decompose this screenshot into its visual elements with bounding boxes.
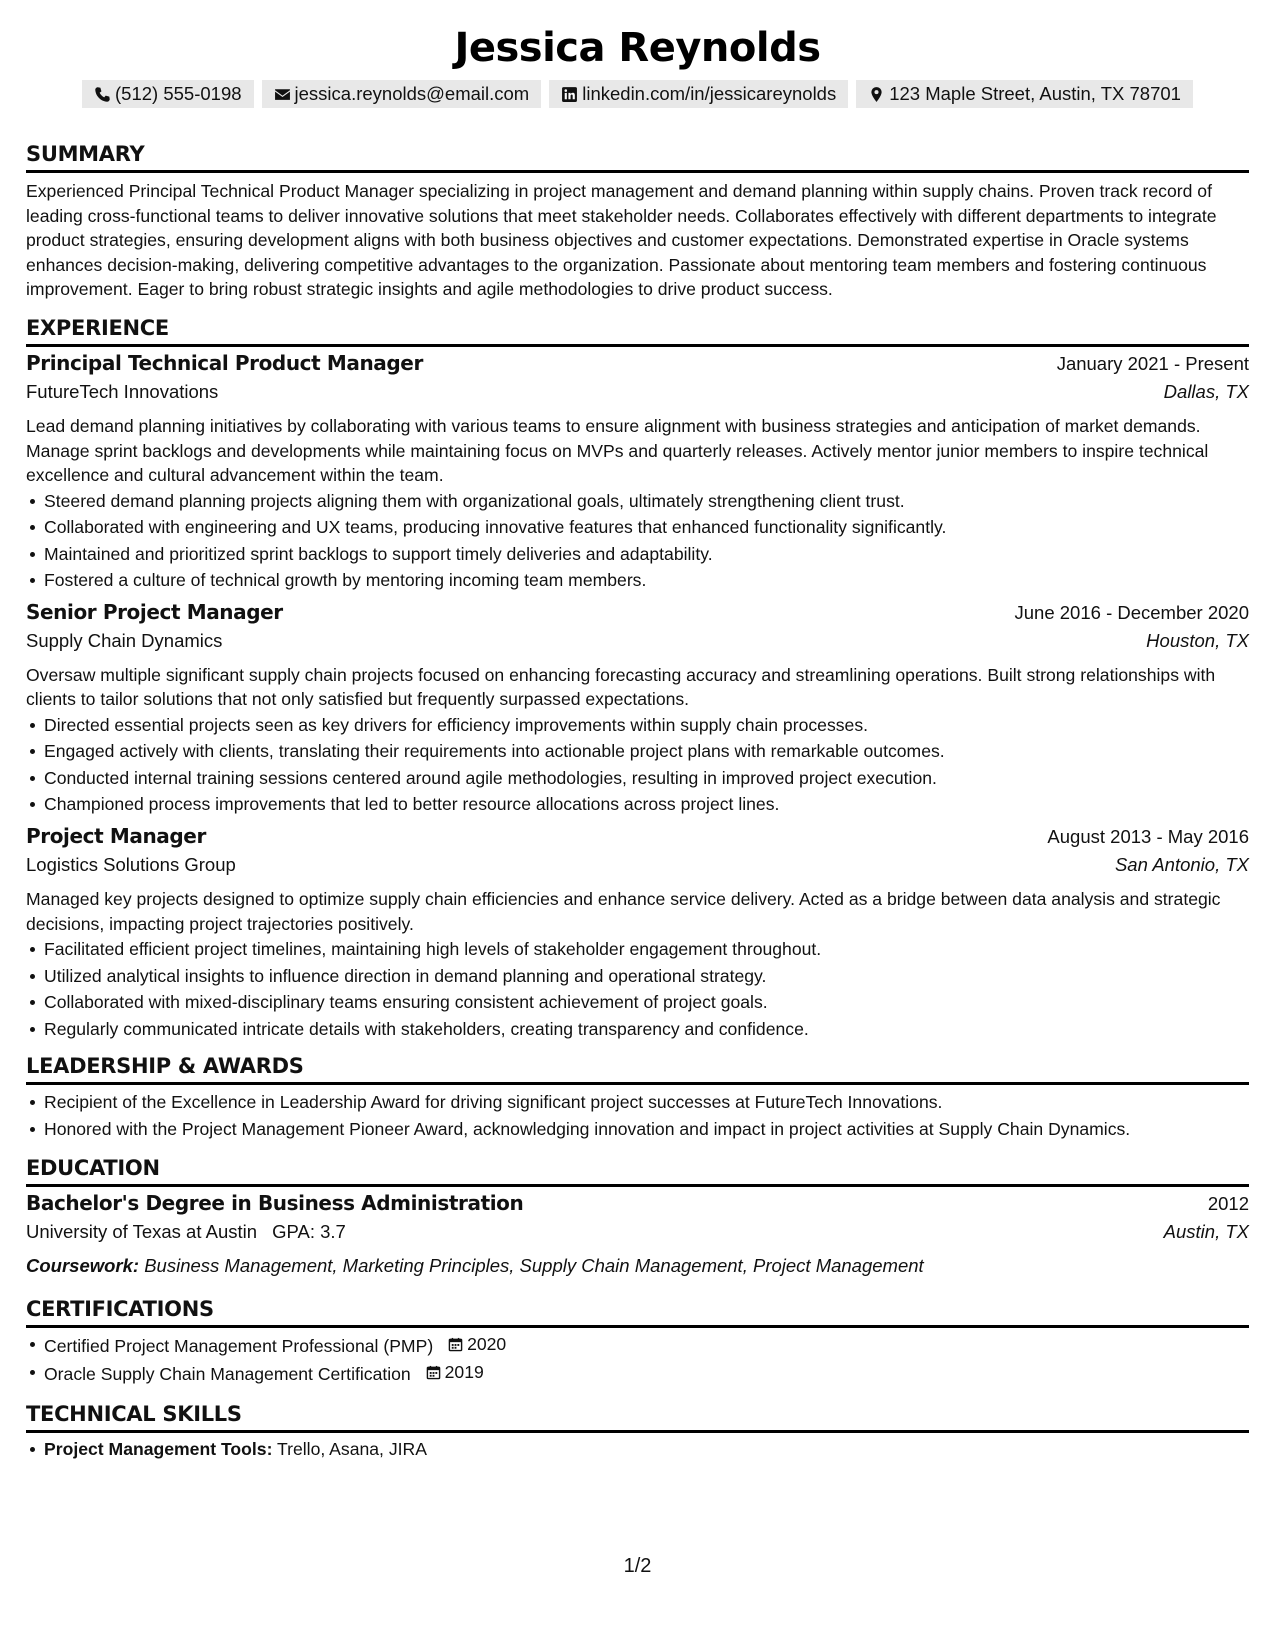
list-item: Facilitated efficient project timelines, maintaining high levels of stakeholder engagement throughout.: [44, 936, 1249, 963]
skills-section: [26, 1400, 1249, 1463]
contact-email[interactable]: [262, 80, 542, 108]
job-bullets: [26, 936, 1249, 1042]
job-dates: August 2013 - May 2016: [1047, 825, 1249, 847]
coursework: [26, 1251, 1249, 1281]
list-item: Conducted internal training sessions centered around agile methodologies, resulting in improved project execution.: [44, 765, 1249, 792]
list-item: Engaged actively with clients, translating their requirements into actionable project plans with remarkable outcomes.: [44, 738, 1249, 765]
phone-icon: [94, 86, 111, 103]
list-item: Championed process improvements that led to better resource allocations across project lines.: [44, 791, 1249, 818]
job-entry: [26, 824, 1249, 1042]
experience-section: [26, 314, 1249, 1042]
list-item: Collaborated with engineering and UX teams, producing innovative features that enhanced functionality significantly.: [44, 514, 1249, 541]
job-bullets: [26, 488, 1249, 594]
awards-list: [26, 1089, 1249, 1142]
list-item: Collaborated with mixed-disciplinary teams ensuring consistent achievement of project goals.: [44, 989, 1249, 1016]
certifications-list: [26, 1331, 1249, 1388]
phone-text: (512) 555-0198: [115, 83, 242, 104]
section-title: CERTIFICATIONS: [26, 1297, 214, 1322]
job-dates: January 2021 - Present: [1056, 352, 1249, 374]
contact-address[interactable]: [856, 80, 1193, 108]
list-item: Honored with the Project Management Pioneer Award, acknowledging innovation and impact in project activities at Supply Chain Dynamics.: [44, 1116, 1249, 1143]
skills-list: [26, 1436, 1249, 1463]
list-item: Recipient of the Excellence in Leadership Award for driving significant project successes at FutureTech Innovations.: [44, 1089, 1249, 1116]
degree-title: Bachelor's Degree in Business Administration: [26, 1191, 524, 1216]
job-entry: [26, 351, 1249, 594]
company-name: Logistics Solutions Group: [26, 853, 236, 875]
map-pin-icon: [868, 86, 885, 103]
email-text: jessica.reynolds@email.com: [294, 83, 530, 104]
section-divider: [26, 1184, 1249, 1187]
cert-name: Certified Project Management Professional (PMP): [44, 1335, 434, 1356]
company-name: Supply Chain Dynamics: [26, 629, 223, 651]
job-title: Project Manager: [26, 823, 206, 848]
section-title: LEADERSHIP & AWARDS: [26, 1054, 304, 1079]
list-item: Utilized analytical insights to influence direction in demand planning and operational strategy.: [44, 963, 1249, 990]
calendar-icon: [426, 1365, 441, 1380]
cert-name: Oracle Supply Chain Management Certification: [44, 1364, 411, 1385]
job-location: San Antonio, TX: [1114, 853, 1249, 875]
coursework-list: Business Management, Marketing Principles, Supply Chain Management, Project Management: [144, 1255, 924, 1277]
job-location: Dallas, TX: [1163, 380, 1249, 402]
cert-year: 2020: [467, 1334, 507, 1355]
candidate-name: Jessica Reynolds: [454, 25, 821, 71]
job-title: Principal Technical Product Manager: [26, 350, 423, 375]
page-number: 1/2: [623, 1555, 652, 1577]
graduation-year: 2012: [1207, 1193, 1249, 1215]
section-divider: [26, 1430, 1249, 1433]
envelope-icon: [274, 86, 291, 103]
list-item: [44, 1331, 1249, 1359]
summary-text: Experienced Principal Technical Product Manager specializing in project management and demand planning within supply chains. Proven track record of leading cross-functional teams to deliver innovative solutions that meet stakeholder needs. Collaborates effectively with different departments to integrate product strategies, ensuring development aligns with both business objectives and customer expectations. Demonstrated expertise in Oracle systems enhances decision-making, delivering competitive advantages to the organization. Passionate about mentoring team members and fostering continuous improvement. Eager to bring robust strategic insights and agile methodologies to drive product success.: [26, 181, 1217, 300]
section-divider: [26, 1082, 1249, 1085]
job-bullets: [26, 712, 1249, 818]
job-entry: [26, 600, 1249, 818]
section-divider: [26, 170, 1249, 173]
list-item: [44, 1436, 1249, 1463]
section-title: EXPERIENCE: [26, 315, 169, 340]
gpa: GPA: 3.7: [272, 1221, 346, 1243]
awards-section: [26, 1052, 1249, 1142]
list-item: [44, 1359, 1249, 1387]
job-location: Houston, TX: [1146, 629, 1249, 651]
contact-bar: [26, 80, 1249, 108]
section-divider: [26, 1325, 1249, 1328]
contact-phone[interactable]: [82, 80, 254, 108]
certifications-section: [26, 1295, 1249, 1388]
job-description: Managed key projects designed to optimize supply chain efficiencies and enhance service delivery. Acted as a bridge between data analysis and strategic decisions, impacting project trajectories positively.: [26, 888, 1221, 934]
job-description: Lead demand planning initiatives by collaborating with various teams to ensure alignment with business strategies and anticipation of market demands. Manage sprint backlogs and developments while maintaining focus on MVPs and quarterly releases. Actively mentor junior members to inspire technical excellence and cultural advancement within the team.: [26, 415, 1209, 486]
school-location: Austin, TX: [1163, 1221, 1249, 1243]
section-divider: [26, 344, 1249, 347]
calendar-icon: [448, 1337, 463, 1352]
job-description: Oversaw multiple significant supply chain projects focused on enhancing forecasting accuracy and streamlining operations. Built strong relationships with clients to tailor solutions that not only satisfied but frequently surpassed expectations.: [26, 664, 1216, 710]
job-title: Senior Project Manager: [26, 599, 283, 624]
section-title: TECHNICAL SKILLS: [26, 1401, 242, 1426]
list-item: Steered demand planning projects aligning them with organizational goals, ultimately strengthening client trust.: [44, 488, 1249, 515]
list-item: Directed essential projects seen as key drivers for efficiency improvements within supply chain processes.: [44, 712, 1249, 739]
list-item: Maintained and prioritized sprint backlogs to support timely deliveries and adaptability.: [44, 541, 1249, 568]
skill-label: Project Management Tools:: [44, 1438, 273, 1459]
company-name: FutureTech Innovations: [26, 380, 219, 402]
section-title: SUMMARY: [26, 142, 145, 166]
summary-section: [26, 140, 1249, 302]
linkedin-icon: [561, 86, 578, 103]
list-item: Regularly communicated intricate details with stakeholders, creating transparency and confidence.: [44, 1016, 1249, 1043]
school-name: University of Texas at Austin: [26, 1221, 258, 1243]
skill-value: Trello, Asana, JIRA: [277, 1438, 427, 1459]
resume-page: [26, 0, 1249, 1462]
address-text: 123 Maple Street, Austin, TX 78701: [889, 83, 1181, 104]
section-title: EDUCATION: [26, 1156, 160, 1181]
coursework-label: Coursework:: [26, 1255, 140, 1277]
contact-linkedin[interactable]: [549, 80, 848, 108]
job-dates: June 2016 - December 2020: [1014, 601, 1249, 623]
list-item: Fostered a culture of technical growth by mentoring incoming team members.: [44, 567, 1249, 594]
linkedin-text: linkedin.com/in/jessicareynolds: [582, 83, 837, 104]
cert-year: 2019: [444, 1362, 484, 1383]
education-section: [26, 1154, 1249, 1281]
